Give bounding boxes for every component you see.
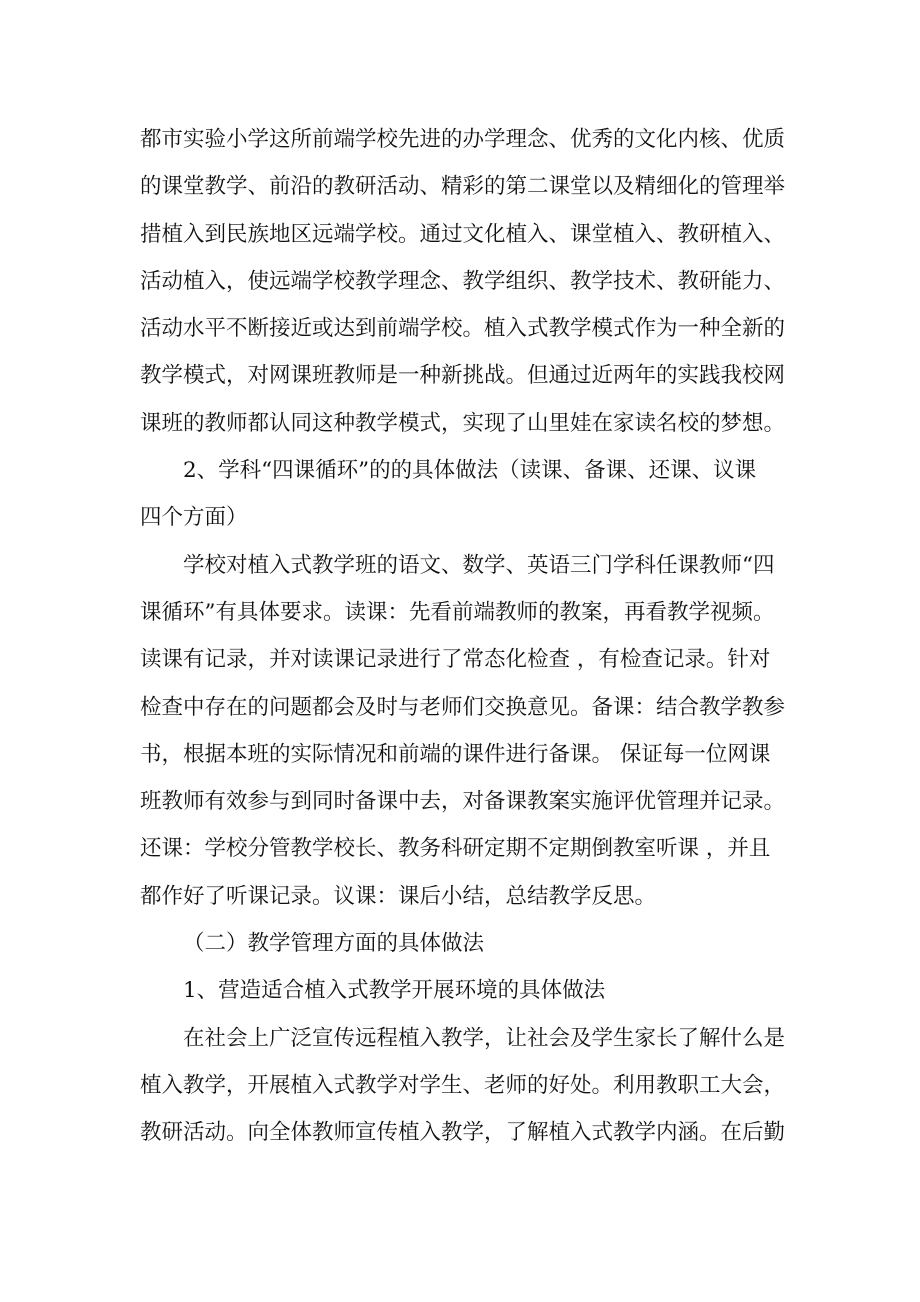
text-line-5: 活动水平不断接近或达到前端学校。植入式教学模式作为一种全新的: [140, 316, 786, 342]
text-line-6: 教学模式，对网课班教师是一种新挑战。但通过近两年的实践我校网: [140, 363, 786, 389]
text-line-17: 都作好了听课记录。议课：课后小结，总结教学反思。: [140, 883, 657, 909]
text-line-7: 课班的教师都认同这种教学模式，实现了山里娃在家读名校的梦想。: [140, 410, 786, 436]
section-heading-teaching-management: （二）教学管理方面的具体做法: [183, 931, 485, 957]
section-heading-four-lesson-cycle: 2、学科“四课循环”的的具体做法（读课、备课、还课、议课: [183, 458, 757, 484]
text-line-22: 教研活动。向全体教师宣传植入教学，了解植入式教学内涵。在后勤: [140, 1120, 786, 1146]
section-heading-continuation: 四个方面）: [140, 505, 248, 531]
text-line-2: 的课堂教学、前沿的教研活动、精彩的第二课堂以及精细化的管理举: [140, 174, 786, 200]
text-line-21: 植入教学，开展植入式教学对学生、老师的好处。利用教职工大会，: [140, 1072, 786, 1098]
text-line-12: 读课有记录，并对读课记录进行了常态化检查 ，有检查记录。针对: [140, 647, 771, 673]
text-line-4: 活动植入，使远端学校教学理念、教学组织、教学技术、教研能力、: [140, 268, 786, 294]
text-line-10: 学校对植入式教学班的语文、数学、英语三门学科任课教师“四: [183, 552, 775, 578]
text-line-13: 检查中存在的问题都会及时与老师们交换意见。备课：结合教学教参: [140, 694, 786, 720]
text-line-1: 都市实验小学这所前端学校先进的办学理念、优秀的文化内核、优质: [140, 127, 786, 152]
section-heading-environment: 1、营造适合植入式教学开展环境的具体做法: [183, 978, 606, 1004]
text-line-20: 在社会上广泛宣传远程植入教学，让社会及学生家长了解什么是: [183, 1025, 786, 1051]
text-line-14: 书，根据本班的实际情况和前端的课件进行备课。 保证每一位网课: [140, 741, 771, 767]
text-line-11: 课循环”有具体要求。读课：先看前端教师的教案，再看教学视频。: [140, 599, 775, 625]
document-body: [140, 116, 790, 1157]
text-line-3: 措植入到民族地区远端学校。通过文化植入、课堂植入、教研植入、: [140, 221, 786, 247]
text-line-16: 还课：学校分管教学校长、教务科研定期不定期倒教室听课 ，并且: [140, 836, 771, 862]
text-line-15: 班教师有效参与到同时备课中去，对备课教案实施评优管理并记录。: [140, 789, 786, 815]
